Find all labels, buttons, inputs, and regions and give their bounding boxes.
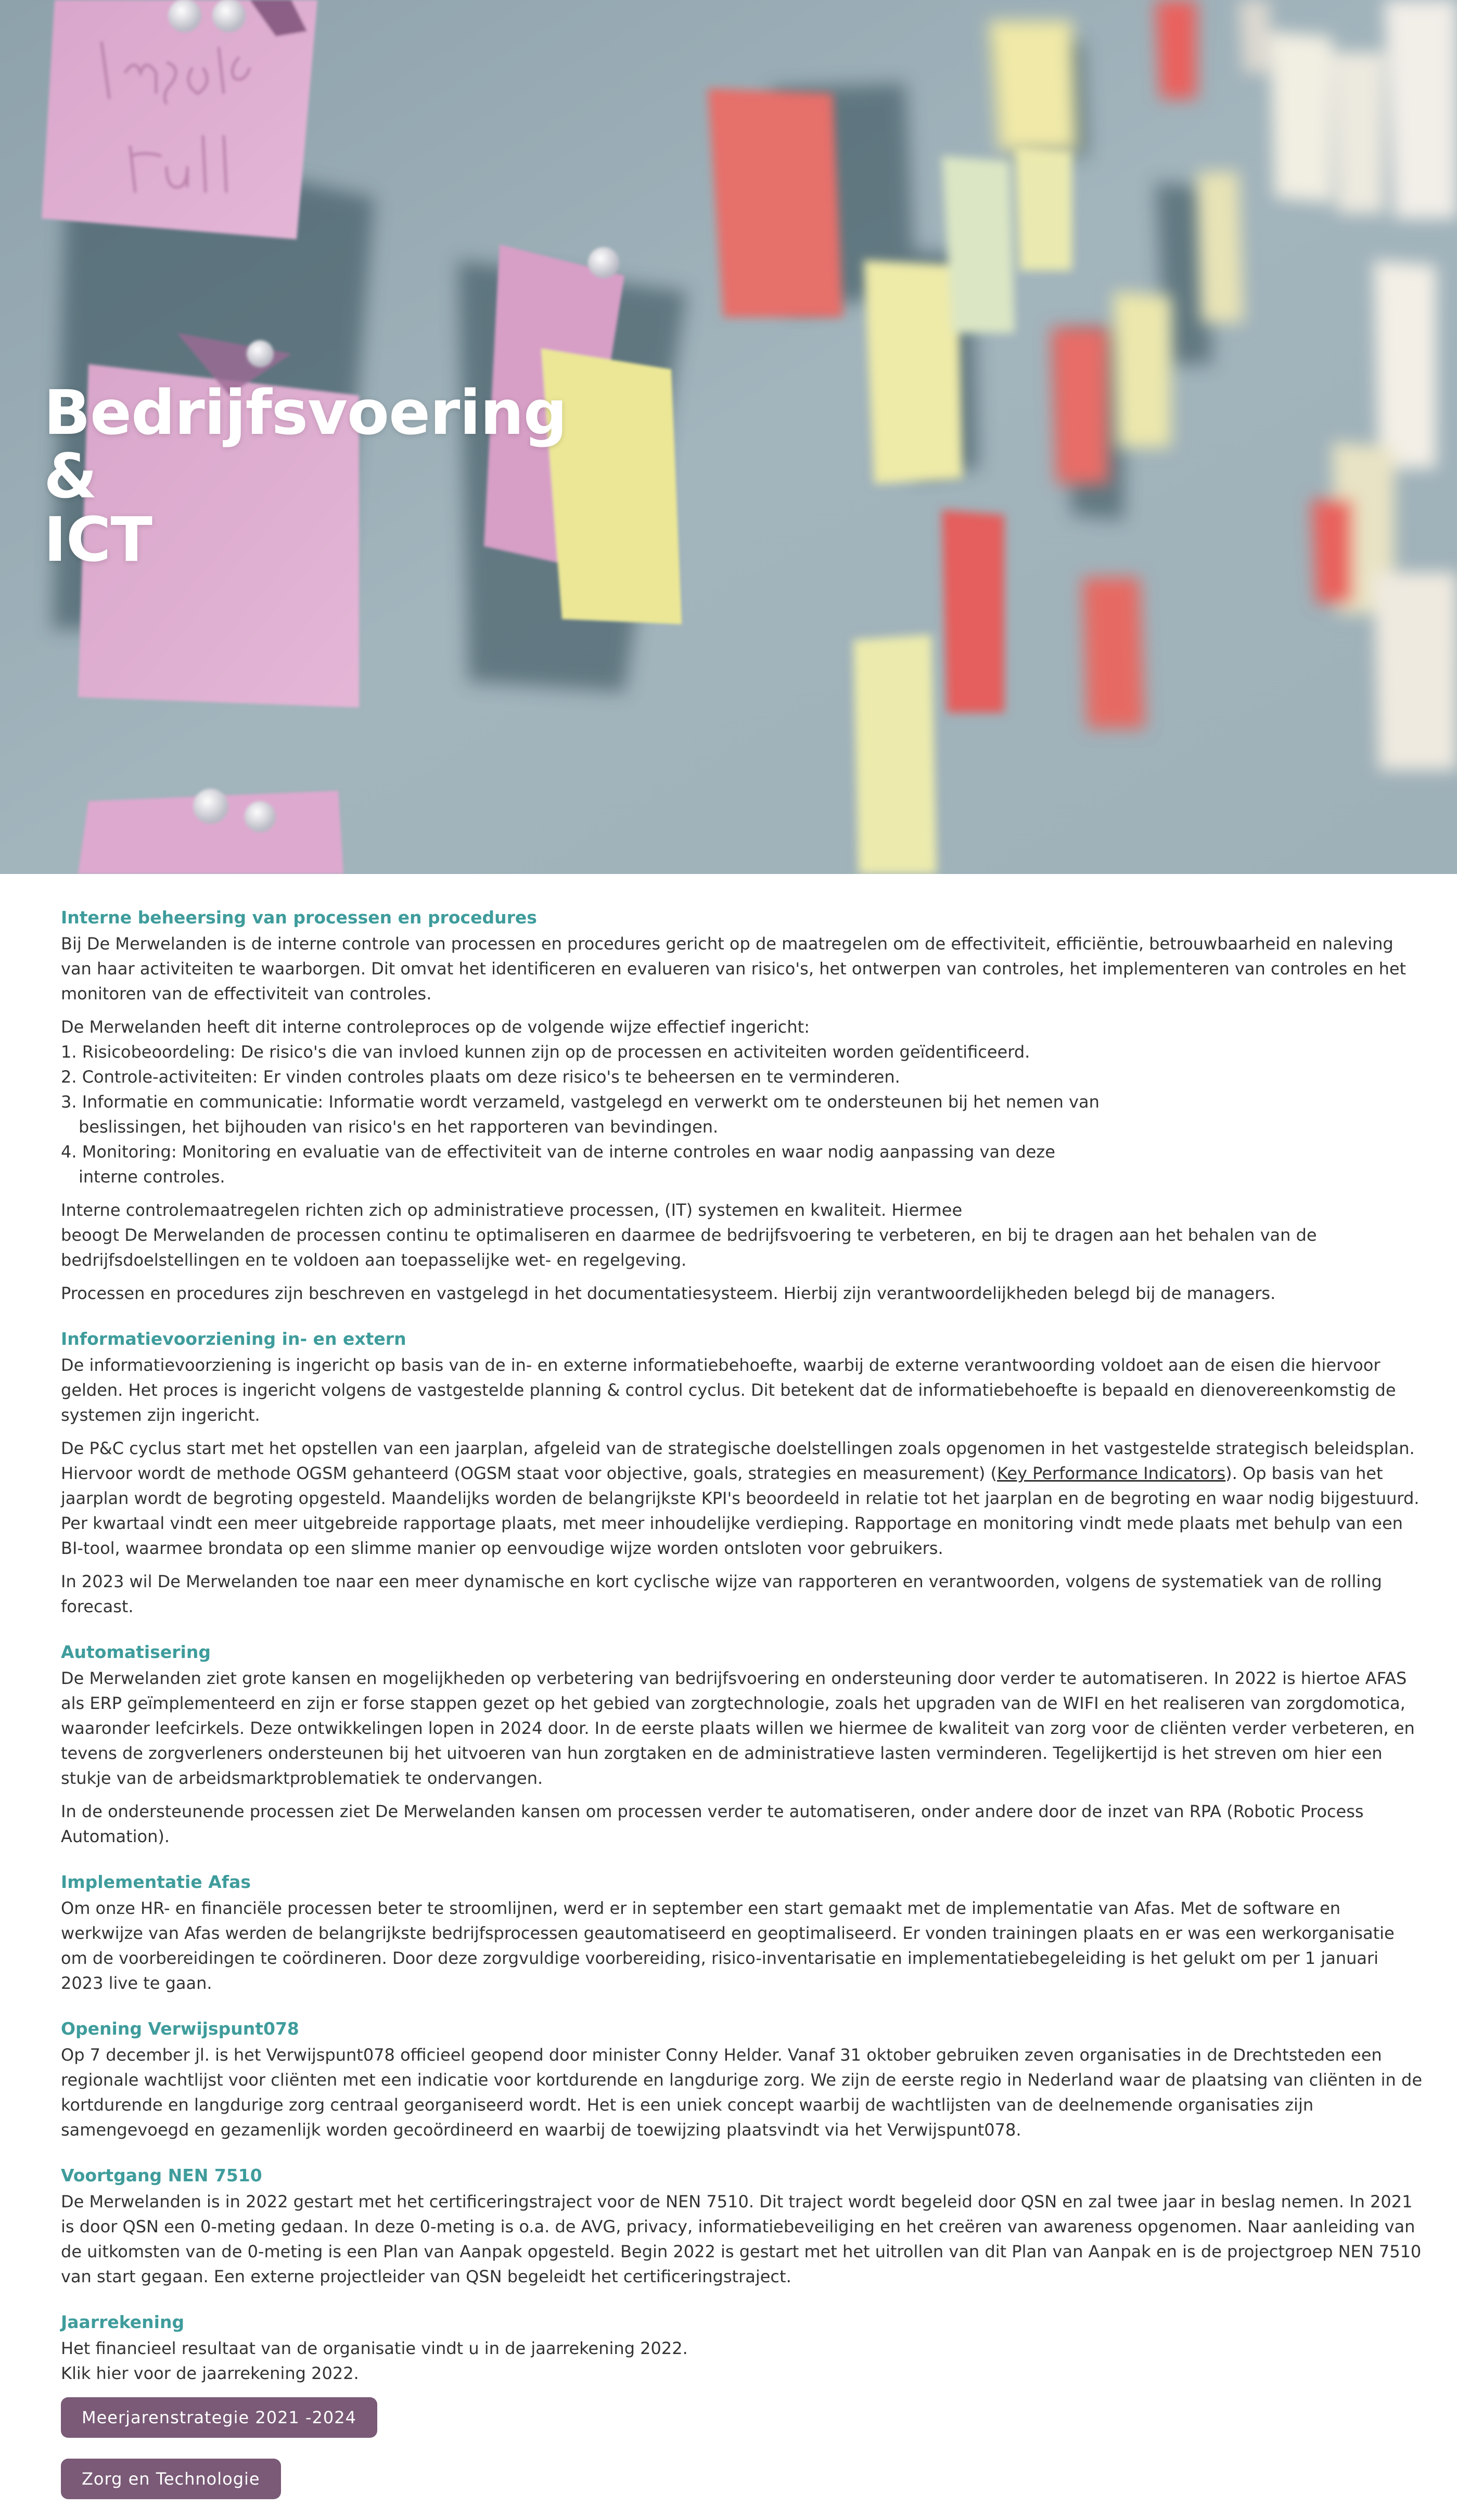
paragraph: Processen en procedures zijn beschreven en vastgelegd in het documentatiesysteem. Hierbij zijn verantwoordelijkheden belegd bij de managers. — [61, 1283, 1276, 1303]
paragraph — [61, 1436, 1424, 1561]
paragraph-line: beoogt De Merwelanden de processen continu te optimaliseren en daarmee de bedrijfsvoering te verbeteren, en bij te dragen aan het behalen van de bedrijfsdoelstellingen en te voldoen aan toepasselijke wet- en regelgeving. — [61, 1225, 1317, 1270]
list-item: 4. Monitoring: Monitoring en evaluatie van de effectiviteit van de interne controles en waar nodig aanpassing van deze — [61, 1142, 1055, 1162]
section-title: Voortgang NEN 7510 — [61, 2165, 262, 2185]
kpi-link[interactable]: Key Performance Indicators — [996, 1463, 1226, 1483]
paragraph-line: Het financieel resultaat van de organisatie vindt u in de jaarrekening 2022. — [61, 2338, 688, 2358]
controleproces-list — [61, 1014, 1424, 1189]
hero-banner — [0, 0, 1457, 874]
section-informatievoorziening — [61, 1327, 1424, 1619]
list-item: 2. Controle-activiteiten: Er vinden controles plaats om deze risico's te beheersen en te verminderen. — [61, 1067, 900, 1087]
section-nen-7510 — [61, 2163, 1424, 2289]
zorg-en-technologie-button[interactable]: Zorg en Technologie — [61, 2459, 281, 2499]
paragraph: Om onze HR- en financiële processen beter te stroomlijnen, werd er in september een start gemaakt met de implementatie van Afas. Met de software en werkwijze van Afas werden de belangrijkste bedrijfsprocessen geautomatiseerd en geoptimaliseerd. Er vonden trainingen plaats en er was een werkorganisatie om de voorbereidingen te coördineren. Door deze zorgvuldige voorbereiding, risico-inventarisatie en implementatiebegeleiding is het gelukt om per 1 januari 2023 live te gaan. — [61, 1898, 1395, 1993]
paragraph: De Merwelanden ziet grote kansen en mogelijkheden op verbetering van bedrijfsvoering en ondersteuning door verder te automatiseren. In 2022 is hiertoe AFAS als ERP geïmplementeerd en zijn er forse stappen gezet op het gebied van zorgtechnologie, zoals het upgraden van de WIFI en het realiseren van zorgdomotica, waaronder leefcirkels. Deze ontwikkelingen lopen in 2024 door. In de eerste plaats willen we hiermee de kwaliteit van zorg voor de cliënten verder verbeteren, en tevens de zorgverleners ondersteunen bij het uitvoeren van hun zorgtaken en de administratieve lasten verminderen. Tegelijkertijd is het streven om hier een stukje van de arbeidsmarktproblematiek te ondervangen. — [61, 1668, 1415, 1788]
section-title: Jaarrekening — [61, 2312, 185, 2332]
paragraph — [61, 2336, 1424, 2386]
main-content — [61, 905, 1424, 2520]
paragraph: De Merwelanden is in 2022 gestart met het certificeringstraject voor de NEN 7510. Dit traject wordt begeleid door QSN en zal twee jaar in beslag nemen. In 2021 is door QSN een 0-meting gedaan. In deze 0-meting is o.a. de AVG, privacy, informatiebeveiliging en het creëren van awareness opgenomen. Naar aanleiding van de uitkomsten van de 0-meting is een Plan van Aanpak opgesteld. Begin 2022 is gestart met het uitrollen van dit Plan van Aanpak en is de projectgroep NEN 7510 van start gegaan. Een externe projectleider van QSN begeleidt het certificeringstraject. — [61, 2192, 1422, 2286]
jaarrekening-link[interactable]: Klik hier voor de jaarrekening 2022. — [61, 2363, 359, 2383]
section-title: Automatisering — [61, 1642, 211, 1662]
paragraph — [61, 1198, 1424, 1272]
paragraph: In de ondersteunende processen ziet De Merwelanden kansen om processen verder te automatiseren, onder andere door de inzet van RPA (Robotic Process Automation). — [61, 1802, 1364, 1846]
section-implementatie-afas — [61, 1870, 1424, 1996]
page-title — [44, 377, 616, 575]
page-title-line-1: Bedrijfsvoering & — [44, 377, 567, 512]
list-item: 1. Risicobeoordeling: De risico's die van invloed kunnen zijn op de processen en activiteiten worden geïdentificeerd. — [61, 1042, 1030, 1062]
list-item-continuation: interne controles. — [79, 1167, 225, 1187]
section-title: Opening Verwijspunt078 — [61, 2018, 299, 2039]
paragraph: Op 7 december jl. is het Verwijspunt078 officieel geopend door minister Conny Helder. Vanaf 31 oktober gebruiken zeven organisaties in de Drechtsteden een regionale wachtlijst voor cliënten met een indicatie voor kortdurende en langdurige zorg. We zijn de eerste regio in Nederland waar de plaatsing van cliënten in de kortdurende en langdurige zorg centraal georganiseerd wordt. Het is een uniek concept waarbij de wachtlijsten van de deelnemende organisaties zijn samengevoegd en gezamenlijk worden gecoördineerd en waarbij de toewijzing plaatsvindt via het Verwijspunt078. — [61, 2045, 1422, 2140]
section-verwijspunt078 — [61, 2016, 1424, 2142]
paragraph-line: Interne controlemaatregelen richten zich op administratieve processen, (IT) systemen en kwaliteit. Hiermee — [61, 1200, 963, 1220]
section-title: Interne beheersing van processen en procedures — [61, 907, 537, 928]
button-row-strategie — [61, 2397, 1424, 2438]
paragraph: Bij De Merwelanden is de interne controle van processen en procedures gericht op de maatregelen om de effectiviteit, efficiëntie, betrouwbaarheid en naleving van haar activiteiten te waarborgen. Dit omvat het identificeren en evalueren van risico's, het ontwerpen van controles, het implementeren van controles en het monitoren van de effectiviteit van controles. — [61, 934, 1407, 1004]
section-title: Implementatie Afas — [61, 1872, 251, 1892]
list-item: 3. Informatie en communicatie: Informatie wordt verzameld, vastgelegd en verwerkt om te ondersteunen bij het nemen van — [61, 1092, 1100, 1112]
page-title-line-2: ICT — [44, 504, 152, 575]
section-automatisering — [61, 1640, 1424, 1849]
section-jaarrekening — [61, 2310, 1424, 2386]
list-item-continuation: beslissingen, het bijhouden van risico's en het rapporteren van bevindingen. — [79, 1117, 719, 1137]
paragraph: In 2023 wil De Merwelanden toe naar een meer dynamische en kort cyclische wijze van rapporteren en verantwoorden, volgens de systematiek van de rolling forecast. — [61, 1572, 1382, 1616]
list-intro: De Merwelanden heeft dit interne controleproces op de volgende wijze effectief ingericht: — [61, 1017, 810, 1037]
meerjarenstrategie-button[interactable]: Meerjarenstrategie 2021 -2024 — [61, 2397, 377, 2438]
paragraph: De informatievoorziening is ingericht op basis van de in- en externe informatiebehoefte, waarbij de externe verantwoording voldoet aan de eisen die hiervoor gelden. Het proces is ingericht volgens de vastgestelde planning & control cyclus. Dit betekent dat de informatiebehoefte is bepaald en dienovereenkomstig de systemen zijn ingericht. — [61, 1355, 1396, 1425]
button-row-zorg — [61, 2459, 1424, 2499]
paragraph-text: De P&C cyclus start met het opstellen van een jaarplan, afgeleid van de strategische doelstellingen zoals opgenomen in het vastgestelde strategisch beleidsplan. Hiervoor wordt de methode OGSM gehanteerd (OGSM staat voor objective, goals, strategies en measurement) ( — [61, 1438, 1415, 1483]
section-interne-beheersing — [61, 905, 1424, 1306]
paragraph-text: ). Op basis van het jaarplan wordt de begroting opgesteld. Maandelijks worden de belangrijkste KPI's beoordeeld in relatie tot het jaarplan en de begroting en waar nodig bijgestuurd. Per kwartaal vindt een meer uitgebreide rapportage plaats, met meer inhoudelijke verdieping. Rapportage en monitoring vindt mede plaats met behulp van een BI-tool, waarmee brondata op een slimme manier op eenvoudige wijze worden ontsloten voor gebruikers. — [61, 1463, 1420, 1558]
section-title: Informatievoorziening in- en extern — [61, 1329, 406, 1349]
